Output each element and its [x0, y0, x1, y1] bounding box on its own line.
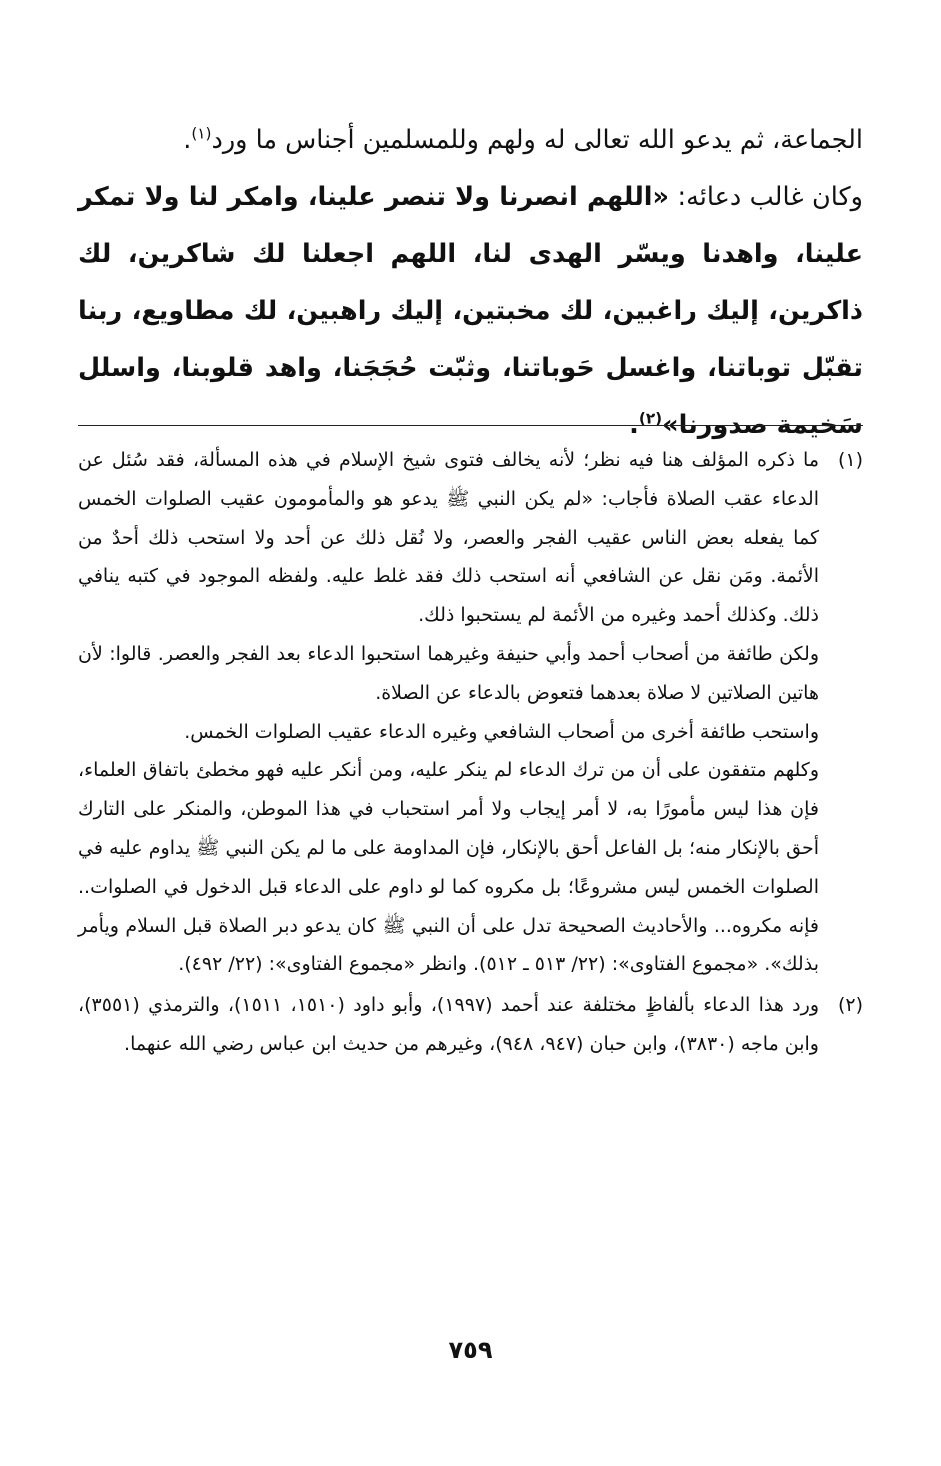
- footnote-separator: [78, 425, 863, 426]
- footnote-body: [78, 441, 819, 984]
- page-number: ٧٥٩: [448, 1336, 493, 1364]
- footnote-paragraph: وكلهم متفقون على أن من ترك الدعاء لم ينكر عليه، ومن أنكر عليه فهو مخطئ باتفاق العلماء، فإن هذا ليس مأمورًا به، لا أمر إيجاب ولا أمر استحباب في هذا الموطن، والمنكر على التارك أحق بالإنكار منه؛ بل الفاعل أحق بالإنكار، فإن المداومة على ما لم يكن النبي ﷺ يداوم عليه في الصلوات الخمس ليس مشروعًا؛ بل مكروه كما لو داوم على الدعاء قبل الدخول في الصلوات.. فإنه مكروه... والأحاديث الصحيحة تدل على أن النبي ﷺ كان يدعو دبر الصلاة قبل السلام ويأمر بذلك». «مجموع الفتاوى»: (٢٢/ ٥١٣ ـ ٥١٢). وانظر «مجموع الفتاوى»: (٢٢/ ٤٩٢).: [78, 759, 819, 976]
- footnote-2: [78, 986, 863, 1064]
- footnote-number: (٢): [837, 994, 863, 1017]
- footnote-paragraph: ورد هذا الدعاء بألفاظٍ مختلفة عند أحمد (١٩٩٧)، وأبو داود (١٥١٠، ١٥١١)، والترمذي (٣٥٥١)، وابن ماجه (٣٨٣٠)، وابن حبان (٩٤٧، ٩٤٨)، وغيرهم من حديث ابن عباس رضي الله عنهما.: [78, 994, 819, 1055]
- main-text: [78, 112, 863, 454]
- footnote-body: [78, 986, 819, 1064]
- main-paragraph-1-text: الجماعة، ثم يدعو الله تعالى له ولهم وللمسلمين أجناس ما ورد: [211, 125, 863, 155]
- footnote-paragraph: واستحب طائفة أخرى من أصحاب الشافعي وغيره الدعاء عقيب الصلوات الخمس.: [184, 720, 819, 743]
- footnote-paragraph: ولكن طائفة من أصحاب أحمد وأبي حنيفة وغيرهما استحبوا الدعاء بعد الفجر والعصر. قالوا: لأن هاتين الصلاتين لا صلاة بعدهما فتعوض بالدعاء عن الصلاة.: [78, 642, 819, 704]
- footnote-ref-1: (١): [191, 124, 212, 143]
- footnote-1: [78, 441, 863, 984]
- main-paragraph-2-lead: وكان غالب دعائه:: [669, 182, 863, 212]
- dua-text: «اللهم انصرنا ولا تنصر علينا، وامكر لنا ولا تمكر علينا، واهدنا ويسّر الهدى لنا، اللهم اجعلنا لك شاكرين، لك ذاكرين، إليك راغبين، لك مخبتين، إليك راهبين، لك مطاويع، ربنا تقبّل توباتنا، واغسل حَوباتنا، وثبّت حُجَجَنا، واهد قلوبنا، واسلل سَخيمة صدورنا»: [78, 182, 863, 440]
- main-paragraph-1: [78, 112, 863, 169]
- main-paragraph-1-end: .: [183, 125, 192, 155]
- footnote-number: (١): [837, 449, 863, 471]
- footnote-paragraph: ما ذكره المؤلف هنا فيه نظر؛ لأنه يخالف فتوى شيخ الإسلام في هذه المسألة، فقد سُئل عن الدعاء عقب الصلاة فأجاب: «لم يكن النبي ﷺ يدعو هو والمأمومون عقيب الصلوات الخمس كما يفعله بعض الناس عقيب الفجر والعصر، ولا نُقل ذلك عن أحد ولا استحب ذلك أحدٌ من الأئمة. ومَن نقل عن الشافعي أنه استحب ذلك فقد غلط عليه. ولفظه الموجود في كتبه ينافي ذلك. وكذلك أحمد وغيره من الأئمة لم يستحبوا ذلك.: [78, 449, 819, 627]
- footnote-ref-2: (٢): [638, 409, 663, 428]
- footnotes: [78, 441, 863, 1064]
- main-paragraph-2-end: .: [629, 410, 639, 440]
- main-paragraph-2: [78, 169, 863, 454]
